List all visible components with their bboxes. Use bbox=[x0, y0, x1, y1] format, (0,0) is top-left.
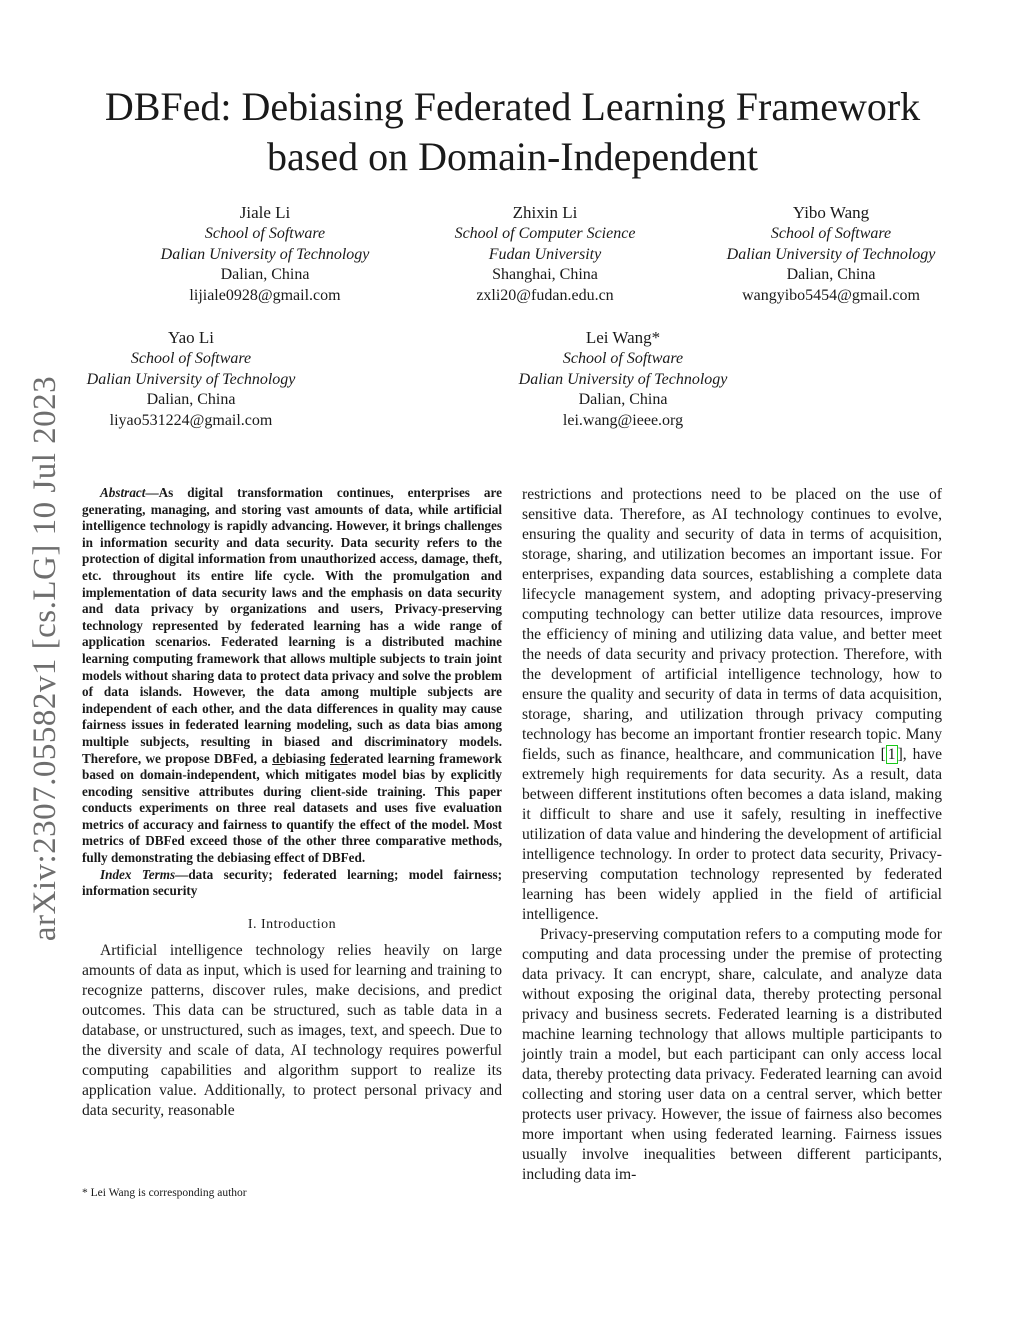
author-location: Dalian, China bbox=[786, 266, 876, 284]
author-block-4 bbox=[86, 328, 296, 432]
author-name: Yao Li bbox=[168, 328, 214, 347]
author-email: lijiale0928@gmail.com bbox=[189, 287, 341, 305]
author-email: liyao531224@gmail.com bbox=[109, 412, 273, 430]
citation-link[interactable]: 1 bbox=[887, 746, 896, 763]
section-heading: I. Introduction bbox=[247, 916, 337, 932]
left-column bbox=[82, 485, 502, 1121]
abstract-label: Abstract bbox=[100, 485, 146, 500]
author-organization: Dalian University of Technology bbox=[518, 370, 728, 388]
intro-paragraph-2: Privacy-preserving computation refers to a computing mode for computing and data processing under the premise of protecting data privacy. It can encrypt, share, calculate, and analyze data without exposing the original data, thereby protecting personal privacy and business secrets. Federated learning is a distributed machine learning technology that allows multiple participants to jointly train a model, but each participant can only access local data, thereby protecting data privacy. Federated learning can avoid collecting and storing user data on a central server, which better protects user privacy. However, the issue of fairness also becomes more important when using federated learning. Fairness issues usually involve inequalities between different participants, including data im- bbox=[522, 926, 942, 1183]
author-organization: Fudan University bbox=[488, 245, 602, 263]
author-email: wangyibo5454@gmail.com bbox=[742, 287, 920, 305]
author-block-2 bbox=[440, 203, 650, 307]
author-name: Yibo Wang bbox=[792, 203, 870, 222]
author-organization: Dalian University of Technology bbox=[160, 245, 370, 263]
footnote: * Lei Wang is corresponding author bbox=[82, 1187, 247, 1199]
intro-text-b: , have extremely high requirements for data security. As a result, data between different institutions often becomes a data island, making it difficult to share and use it safely, resulting in ineffective utilization of data value and hindering the development of artificial intelligence technology. In order to protect data security, Privacy-preserving computation technology represented by federated learning has been widely applied in the field of artificial intelligence. bbox=[522, 746, 943, 923]
intro-paragraph-1: Artificial intelligence technology relies heavily on large amounts of data as input, which is used for learning and training to recognize patterns, discover rules, make decisions, and predict outcomes. This data can be structured, such as table data in a database, or unstructured, such as images, text, and speech. Due to the diversity and scale of data, AI technology requires powerful computing capabilities and algorithm support to realize its application value. Additionally, to protect personal privacy and data security, reasonable bbox=[82, 941, 502, 1119]
author-name: Jiale Li bbox=[239, 203, 291, 222]
author-location: Dalian, China bbox=[146, 391, 236, 409]
author-department: School of Software bbox=[562, 349, 684, 367]
paper-title: DBFed: Debiasing Federated Learning Framework based on Domain-Independent bbox=[104, 84, 921, 179]
author-block-5 bbox=[518, 328, 728, 432]
index-terms-text: —data security; federated learning; model fairness; information security bbox=[82, 866, 502, 899]
author-block-1 bbox=[160, 203, 370, 307]
abstract-underline-de: de bbox=[272, 750, 286, 766]
author-organization: Dalian University of Technology bbox=[86, 370, 296, 388]
author-email: lei.wang@ieee.org bbox=[562, 412, 684, 430]
right-column bbox=[522, 485, 942, 1185]
author-email: zxli20@fudan.edu.cn bbox=[476, 287, 614, 305]
author-location: Dalian, China bbox=[578, 391, 668, 409]
author-block-3 bbox=[726, 203, 936, 307]
intro-text-a: restrictions and protections need to be placed on the use of sensitive data. Therefore, as AI technology continues to evolve, ensuring the quality and security of data in terms of acquisition, storage, sharing, and utilization becomes an important issue. For enterprises, expanding data sources, establishing a complete data lifecycle management system, and adopting privacy-preserving computing technology can better utilize data resources, improve the efficiency of mining and utilizing data value, and better meet the needs of data security and privacy protection. Therefore, with the development of artificial intelligence technology, how to ensure the quality and security of data in terms of data acquisition, storage, sharing, and utilization through privacy computing technology has become an important frontier research topic. Many fields, such as finance, healthcare, and communication bbox=[522, 486, 942, 763]
intro-paragraph-1-continued: restrictions and protections need to be placed on the use of sensitive data. Therefore, as AI technology continues to evolve, ensuring the quality and security of data in terms of acquisition, storage, sharing, and utilization becomes an important issue. For enterprises, expanding data sources, establishing a complete data lifecycle management system, and adopting privacy-preserving computing technology can better utilize data resources, improve the efficiency of mining and utilizing data value, and better meet the needs of data security and privacy protection. Therefore, with the development of artificial intelligence technology, how to ensure the quality and security of data in terms of data acquisition, storage, sharing, and utilization through privacy computing technology has become an important frontier research topic. Many fields, such as finance, healthcare, and communication [ 1 ], have extremely high requirements for data security. As a result, data between different institutions often becomes a data island, making it difficult to share and use it safely, resulting in ineffective utilization of data value and hindering the development of artificial intelligence technology. In order to protect data security, Privacy-preserving computation technology represented by federated learning has been widely applied in the field of artificial intelligence. bbox=[522, 486, 943, 923]
abstract bbox=[82, 485, 502, 867]
author-location: Dalian, China bbox=[220, 266, 310, 284]
author-name: Lei Wang* bbox=[585, 328, 661, 347]
author-department: School of Computer Science bbox=[454, 224, 636, 242]
arxiv-identifier-text: arXiv:2307.05582v1 [cs.LG] 10 Jul 2023 bbox=[27, 375, 64, 941]
author-department: School of Software bbox=[770, 224, 892, 242]
abstract-text: —As digital transformation continues, enterprises are generating, managing, and storing vast amounts of data, while artificial intelligence technology is rapidly advancing. However, it brings challenges in information security and data security. Data security refers to the protection of digital information from unauthorized access, damage, theft, etc. throughout its entire life cycle. With the promulgation and implementation of data security laws and the emphasis on data security and data privacy by organizations and users, Privacy-preserving technology represented by federated learning has a wide range of application scenarios. Federated learning is a distributed machine learning computing framework that allows multiple subjects to train joint models without sharing data to protect data privacy and solve the problem of data islands. However, the data among multiple subjects are independent of each other, and the data differences in quality may cause fairness issues in federated learning modeling, such as data bias among multiple subjects, resulting in biased and discriminatory models. Therefore, we propose DBFed, a bbox=[82, 485, 502, 766]
abstract-underline-fed: fed bbox=[329, 750, 348, 766]
author-department: School of Software bbox=[204, 224, 326, 242]
author-location: Shanghai, China bbox=[492, 266, 598, 284]
abstract-text-cont: erated learning framework based on domain-independent, which mitigates model bias by explicitly encoding sensitive attributes during client-side training. This paper conducts experiments on three real datasets and uses five evaluation metrics of accuracy and fairness to quantify the effect of the model. Most metrics of DBFed exceed those of the other three comparative methods, fully demonstrating the debiasing effect of DBFed. bbox=[82, 750, 502, 866]
abstract-text-biasing: biasing bbox=[285, 750, 330, 766]
index-terms-label: Index Terms bbox=[100, 866, 176, 882]
author-organization: Dalian University of Technology bbox=[726, 245, 936, 263]
author-department: School of Software bbox=[130, 349, 252, 367]
index-terms bbox=[82, 867, 502, 900]
author-name: Zhixin Li bbox=[512, 203, 578, 222]
arxiv-identifier-stamp bbox=[18, 368, 74, 948]
